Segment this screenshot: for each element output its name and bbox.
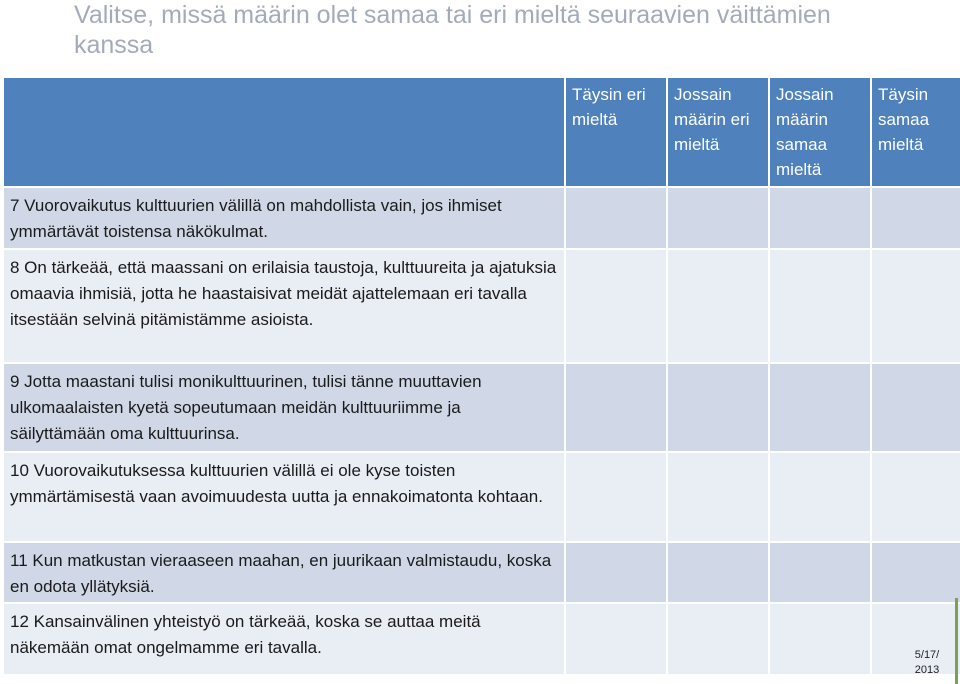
answer-cell[interactable]	[872, 543, 960, 602]
statement-cell: 7 Vuorovaikutus kulttuurien välillä on mahdollista vain, jos ihmiset ymmärtävät toistensa näkökulmat.	[4, 188, 564, 248]
statement-cell: 8 On tärkeää, että maassani on erilaisia taustoja, kulttuureita ja ajatuksia omaavia ihmisiä, jotta he haastaisivat meidät ajattelemaan eri tavalla itsestään selvinä pitämistämme asioista.	[4, 250, 564, 362]
answer-cell[interactable]	[566, 250, 666, 362]
table-row	[4, 604, 960, 674]
answer-cell[interactable]	[668, 543, 768, 602]
header-strongly-disagree: Täysin eri mieltä	[566, 78, 666, 186]
header-strongly-agree: Täysin samaa mieltä	[872, 78, 960, 186]
statement-cell: 12 Kansainvälinen yhteistyö on tärkeää, koska se auttaa meitä näkemään omat ongelmamme eri tavalla.	[4, 604, 564, 674]
statement-cell: 10 Vuorovaikutuksessa kulttuurien välillä ei ole kyse toisten ymmärtämisestä vaan avoimuudesta uutta ja ennakoimatonta kohtaan.	[4, 453, 564, 541]
table-row	[4, 543, 960, 602]
table-row	[4, 453, 960, 541]
slide-date: 5/17/ 2013	[914, 649, 940, 676]
header-somewhat-disagree: Jossain määrin eri mieltä	[668, 78, 768, 186]
answer-cell[interactable]	[770, 453, 870, 541]
answer-cell[interactable]	[770, 364, 870, 451]
answer-cell[interactable]	[872, 364, 960, 451]
table-row	[4, 188, 960, 248]
answer-cell[interactable]	[566, 543, 666, 602]
answer-cell[interactable]	[770, 604, 870, 674]
table-row	[4, 364, 960, 451]
answer-cell[interactable]	[566, 453, 666, 541]
survey-table	[2, 76, 960, 676]
answer-cell[interactable]	[872, 188, 960, 248]
answer-cell[interactable]	[668, 453, 768, 541]
statement-header	[4, 78, 564, 186]
header-somewhat-agree: Jossain määrin samaa mieltä	[770, 78, 870, 186]
answer-cell[interactable]	[566, 188, 666, 248]
answer-cell[interactable]	[668, 188, 768, 248]
slide-title: Valitse, missä määrin olet samaa tai eri mieltä seuraavien väittämien kanssa	[74, 1, 831, 59]
statement-cell: 9 Jotta maastani tulisi monikulttuurinen, tulisi tänne muuttavien ulkomaalaisten kyetä sopeutumaan meidän kulttuuriimme ja säilyttämään oma kulttuurinsa.	[4, 364, 564, 451]
answer-cell[interactable]	[668, 250, 768, 362]
answer-cell[interactable]	[566, 364, 666, 451]
accent-bar	[955, 598, 958, 684]
header-row	[4, 78, 960, 186]
statement-cell: 11 Kun matkustan vieraaseen maahan, en juurikaan valmistaudu, koska en odota yllätyksiä.	[4, 543, 564, 602]
answer-cell[interactable]	[872, 453, 960, 541]
answer-cell[interactable]	[566, 604, 666, 674]
answer-cell[interactable]	[770, 250, 870, 362]
answer-cell[interactable]	[770, 543, 870, 602]
answer-cell[interactable]	[668, 364, 768, 451]
answer-cell[interactable]	[872, 250, 960, 362]
answer-cell[interactable]	[668, 604, 768, 674]
table-row	[4, 250, 960, 362]
answer-cell[interactable]	[770, 188, 870, 248]
